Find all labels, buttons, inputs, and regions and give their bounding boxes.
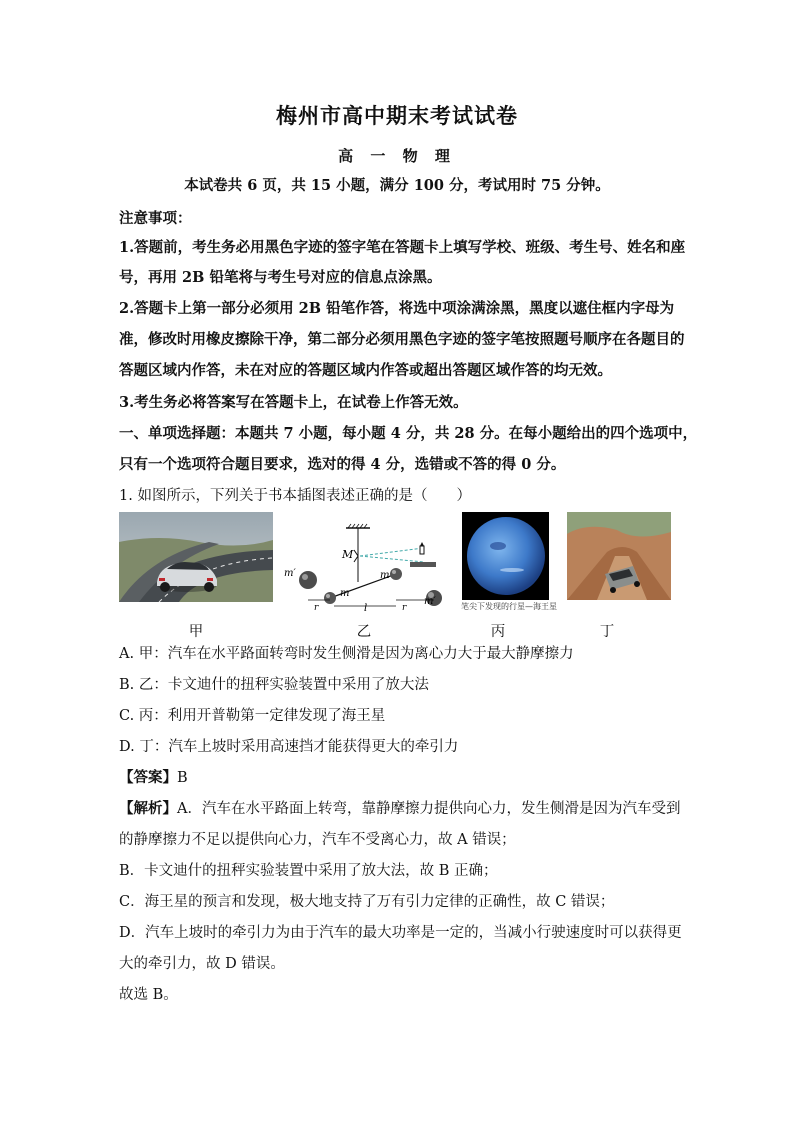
figure-label-ding: 丁 <box>599 624 615 640</box>
label-r-right: r <box>402 603 407 612</box>
notice-line: 1.答题前，考生务必用黑色字迹的签字笔在答题卡上填写学校、班级、考生号、姓名和座 <box>119 239 686 256</box>
analysis-line: D．汽车上坡时的牵引力为由于汽车的最大功率是一定的，当减小行驶速度时可以获得更 <box>119 925 682 941</box>
figure-suv-uphill <box>567 512 671 600</box>
section-instruction: 一、单项选择题：本题共 7 小题，每小题 4 分，共 28 分。在每小题给出的四个选项中， <box>119 425 698 442</box>
notice-line: 准，修改时用橡皮擦除干净，第二部分必须用黑色字迹的签字笔按照题号顺序在各题目的 <box>119 331 685 348</box>
figure-label-jia: 甲 <box>188 624 204 640</box>
neptune-caption: 笔尖下发现的行星—海王星 <box>461 602 557 611</box>
figure-label-bing: 丙 <box>490 624 506 640</box>
figure-torsion-balance <box>284 512 444 612</box>
section-instruction: 只有一个选项符合题目要求，选对的得 4 分，选错或不答的得 0 分。 <box>119 456 566 473</box>
notice-line: 2.答题卡上第一部分必须用 2B 铅笔作答，将选中项涂满涂黑，黑度以遮住框内字母为 <box>119 300 675 317</box>
label-l: l <box>364 603 368 612</box>
analysis-line: C．海王星的预言和发现，极大地支持了万有引力定律的正确性，故 C 错误； <box>119 894 615 910</box>
notice-heading: 注意事项： <box>119 210 192 227</box>
car-on-road-image <box>119 512 273 602</box>
analysis-line: 的静摩擦力不足以提供向心力，汽车不受离心力，故 A 错误； <box>119 832 516 848</box>
label-m-left: m <box>340 588 350 599</box>
analysis-line <box>119 799 679 819</box>
label-m-prime-right: m′ <box>424 596 436 607</box>
analysis-line: 故选 B。 <box>119 987 178 1003</box>
figure-label-yi: 乙 <box>356 624 372 640</box>
option-c: C. 丙：利用开普勒第一定律发现了海王星 <box>119 708 386 724</box>
option-b: B. 乙：卡文迪什的扭秤实验装置中采用了放大法 <box>119 677 429 693</box>
label-M: M <box>342 548 354 561</box>
notice-line: 3.考生务必将答案写在答题卡上，在试卷上作答无效。 <box>119 394 468 411</box>
label-r-left: r <box>314 603 319 612</box>
analysis-line: B．卡文迪什的扭秤实验装置中采用了放大法，故 B 正确； <box>119 863 498 879</box>
notice-line: 号，再用 2B 铅笔将与考生号对应的信息点涂黑。 <box>119 269 442 286</box>
answer-tag: 【答案】 <box>119 769 177 786</box>
label-m-right: m <box>380 570 390 581</box>
torsion-balance-diagram <box>284 512 444 612</box>
neptune-image <box>462 512 549 600</box>
analysis-tag: 【解析】 <box>119 800 177 817</box>
answer-value: B <box>177 770 188 786</box>
option-d: D. 丁：汽车上坡时采用高速挡才能获得更大的牵引力 <box>119 739 459 755</box>
analysis-text: A．汽车在水平路面上转弯，靠静摩擦力提供向心力，发生侧滑是因为汽车受到 <box>177 801 681 817</box>
suv-uphill-image <box>567 512 671 600</box>
exam-info: 本试卷共 6 页，共 15 小题，满分 100 分，考试用时 75 分钟。 <box>184 177 610 194</box>
subject-subtitle: 高 一 物 理 <box>338 147 456 165</box>
option-a: A. 甲：汽车在水平路面转弯时发生侧滑是因为离心力大于最大静摩擦力 <box>119 646 574 662</box>
figure-car-turning <box>119 512 273 602</box>
answer-line <box>119 768 679 788</box>
page-title: 梅州市高中期末考试试卷 <box>276 103 518 128</box>
notice-line: 答题区域内作答，未在对应的答题区域内作答或超出答题区域作答的均无效。 <box>119 362 612 379</box>
label-m-prime-left: m′ <box>284 568 296 579</box>
figure-neptune <box>462 512 549 600</box>
analysis-line: 大的牵引力，故 D 错误。 <box>119 956 285 972</box>
question-stem: 1. 如图所示，下列关于书本插图表述正确的是（ ） <box>119 488 471 504</box>
